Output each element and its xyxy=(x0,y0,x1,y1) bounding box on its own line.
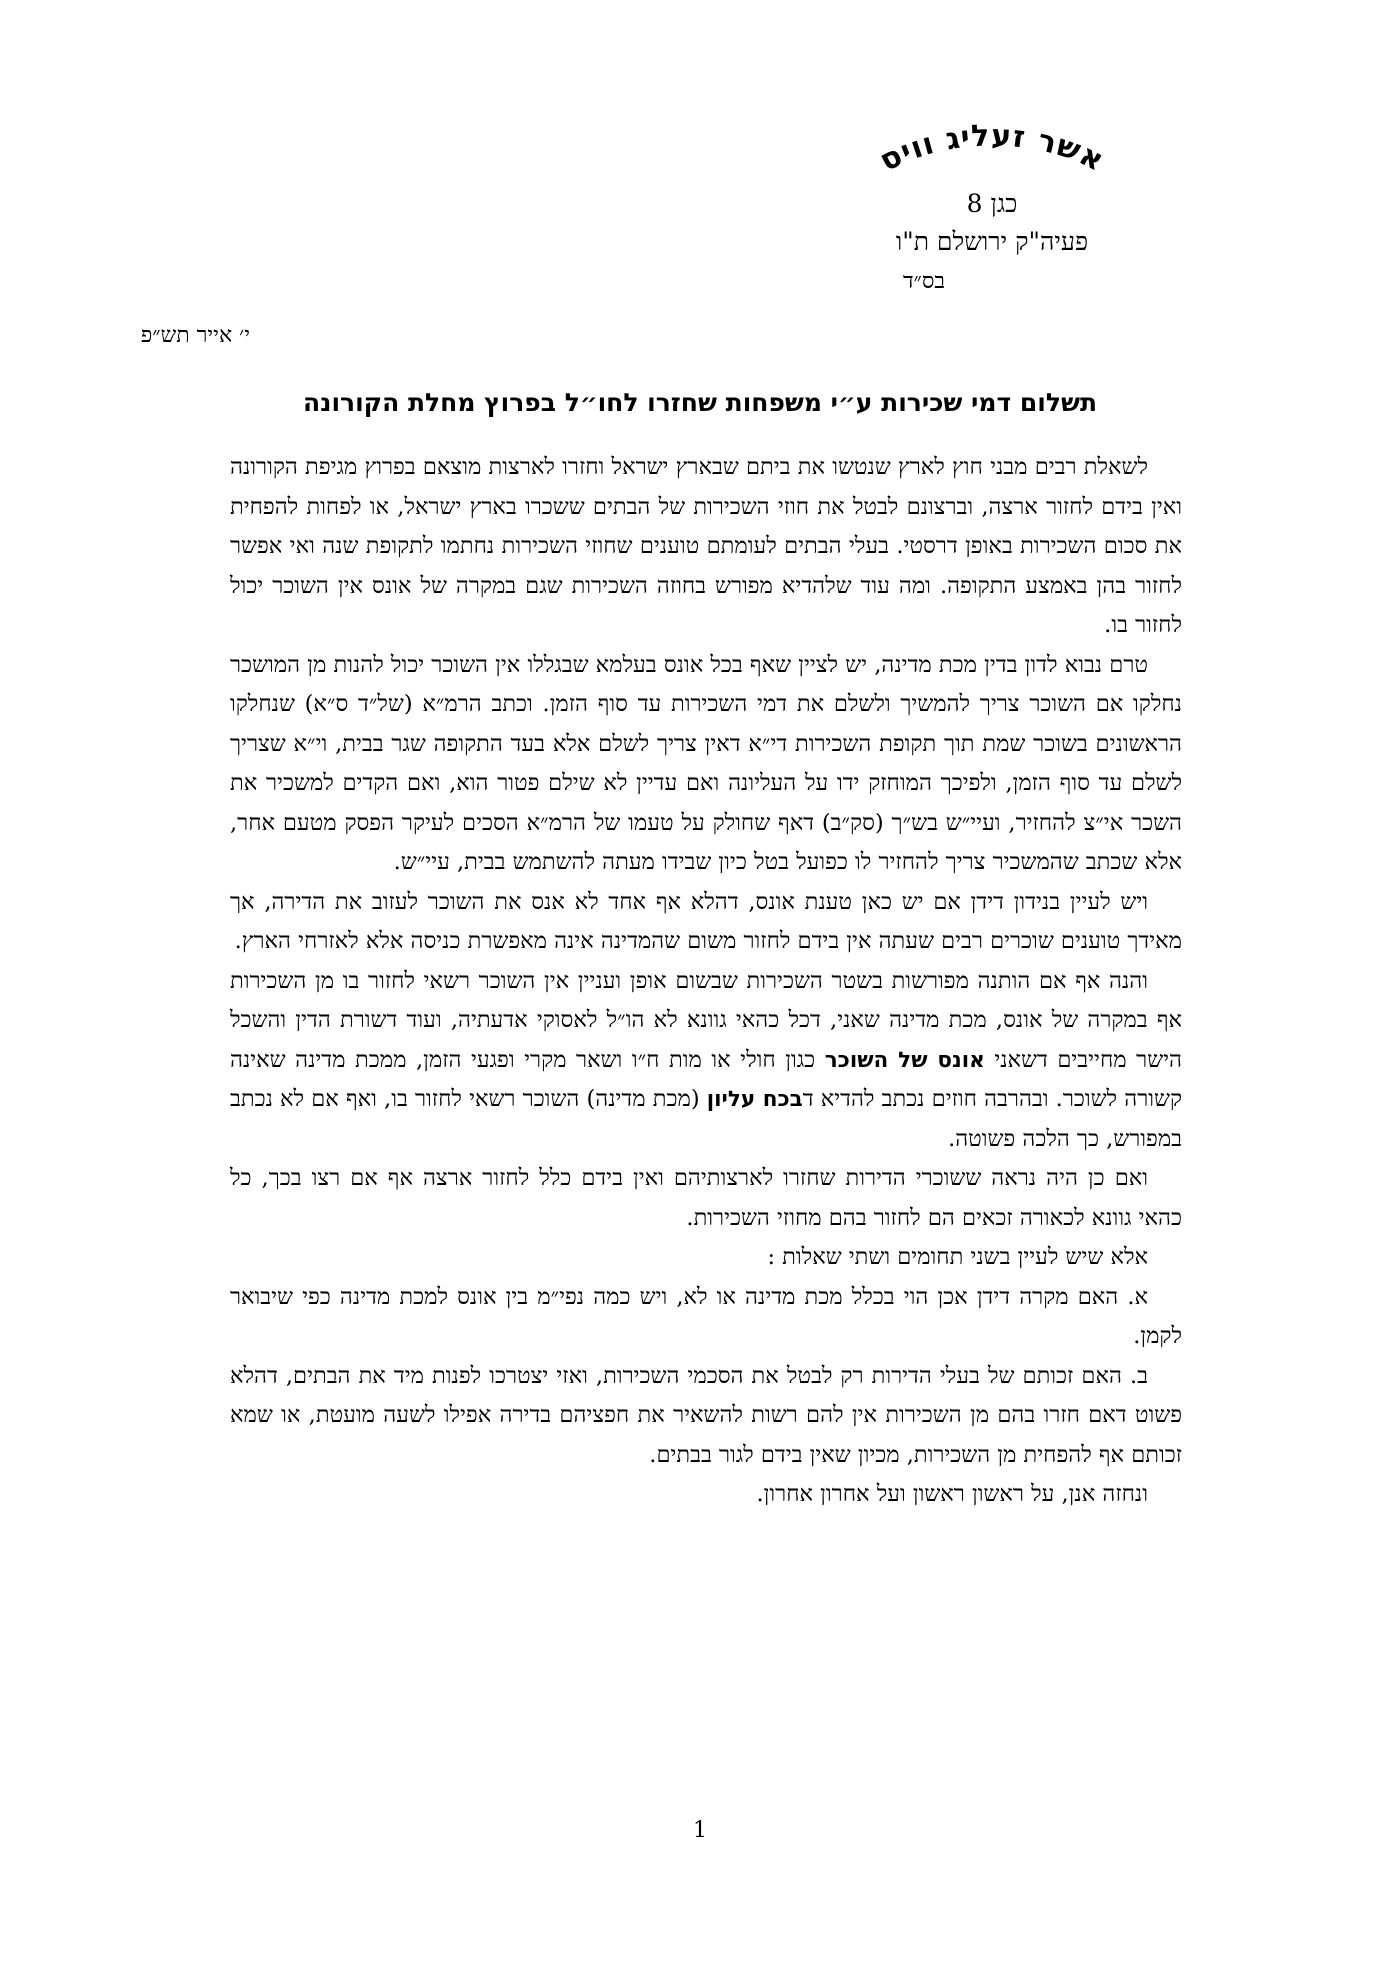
closing-line: ונחזה אנן, על ראשון ראשון ועל אחרון אחרון. xyxy=(756,1481,1148,1507)
paragraph-4-text-3: (מכת מדינה) השוכר רשאי לחזור בו, ואף אם לא נכתב במפורש, כך הלכה פשוטה. xyxy=(230,1086,1182,1152)
emphasis-ones-shel-hasocher: אונס של השוכר xyxy=(824,1047,985,1073)
question-item-a: א. האם מקרה דידן אכן הוי בכלל מכת מדינה או לא, ויש כמה נפי״מ בין אונס למכת מדינה כפי שיבואר לקמן. xyxy=(230,1283,1182,1349)
question-item-b: ב. האם זכותם של בעלי הדירות רק לבטל את הסכמי השכירות, ואזי יצטרכו לפנות מיד את הבתים, דהלא פשוט דאם חזרו בהם מן השכירות אין להם רשות להשאיר את חפציהם בדירה אפילו לשעה מועטת, או שמא זכותם אף להפחית מן השכירות, מכיון שאין בידם לגור בבתים. xyxy=(230,1362,1182,1468)
letterhead-name-arc xyxy=(782,118,1202,188)
page-number: 1 xyxy=(693,1818,707,1843)
paragraph-4 xyxy=(230,962,1182,1160)
svg-text:אשר זעליג וויס xyxy=(874,118,1110,179)
paragraph-4-text-1: והנה אף אם הותנה מפורשות בשטר השכירות שבשום אופן ועניין אין השוכר רשאי לחזור בו מן השכירות אף במקרה של אונס, מכת מדינה שאני, דכל כהאי גוונא לא הו״ל לאסוקי אדעתיה, ועוד דשורת הדין והשכל הישר מחייבים דשאני xyxy=(230,967,1182,1073)
paragraph-5: ואם כן היה נראה ששוכרי הדירות שחזרו לארצותיהם ואין בידם כלל לחזור ארצה אף אם רצו בכך, כל כהאי גוונא לכאורה זכאים הם לחזור בהם מחוזי השכירות. xyxy=(230,1165,1182,1231)
paragraph-3: ויש לעיין בנידון דידן אם יש כאן טענת אונס, דהלא אף אחד לא אנס את השוכר לעזוב את הדירה, אך מאידך טוענים שוכרים רבים שעתה אין בידם לחזור משום שהמדינה אינה מאפשרת כניסה אלא לאזרחי הארץ. xyxy=(230,888,1182,954)
paragraph-6-questions-intro: אלא שיש לעיין בשני תחומים ושתי שאלות : xyxy=(767,1244,1148,1270)
emphasis-koach-elyon: בכח עליון xyxy=(706,1087,803,1112)
bsd-marker: בס״ד xyxy=(902,269,945,294)
date-line: י׳ אייר תש״פ xyxy=(140,323,250,348)
paragraph-4-text-2: כגון חולי או מות ח״ו ושאר מקרי ופגעי הזמן, ממכת מדינה שאינה קשורה לשוכר. ובהרבה חוזים נכתב להדיא ד xyxy=(230,1046,1182,1112)
paragraph-1: לשאלת רבים מבני חוץ לארץ שנטשו את ביתם שבארץ ישראל וחזרו לארצות מוצאם בפרוץ מגיפת הקורונה ואין בידם לחזור ארצה, וברצונם לבטל את חוזי השכירות של הבתים ששכרו בארץ ישראל, או לפחות להפחית את סכום השכירות באופן דרסטי. בעלי הבתים לעומתם טוענים שחוזי השכירות נחתמו לתקופת שנה ואי אפשר לחזור בהן באמצע התקופה. ומה עוד שלהדיא מפורש בחוזה השכירות שגם במקרה של אונס אין השוכר יכול לחזור בו. xyxy=(230,454,1182,638)
page-title: תשלום דמי שכירות ע״י משפחות שחזרו לחו״ל בפרוץ מחלת הקורונה xyxy=(302,388,1098,417)
letterhead-address-line-2: פעיה"ק ירושלם ת"ו xyxy=(895,227,1089,257)
letterhead xyxy=(782,118,1202,261)
paragraph-2: טרם נבוא לדון בדין מכת מדינה, יש לציין שאף בכל אונס בעלמא שבגללו אין השוכר יכול להנות מן המושכר נחלקו אם השוכר צריך להמשיך ולשלם את דמי השכירות עד סוף הזמן. וכתב הרמ״א (של״ד ס״א) שנחלקו הראשונים בשוכר שמת תוך תקופת השכירות די״א דאין צריך לשלם אלא בעד התקופה שגר בבית, וי״א שצריך לשלם עד סוף הזמן, ולפיכך המוחזק ידו על העליונה ואם עדיין לא שילם פטור הוא, ואם הקדים למשכיר את השכר אי״צ להחזיר, ועיי״ש בש״ך (סק״ב) דאף שחולק על טעמו של הרמ״א הסכים לעיקר הפסק מטעם אחר, אלא שכתב שהמשכיר צריך להחזיר לו כפועל בטל כיון שבידו מעתה להשתמש בבית, עיי״ש. xyxy=(230,651,1182,875)
document-body xyxy=(230,448,1182,1515)
letterhead-address-line-1: כגן 8 xyxy=(966,189,1018,218)
letterhead-name: אשר זעליג וויס xyxy=(874,118,1110,179)
